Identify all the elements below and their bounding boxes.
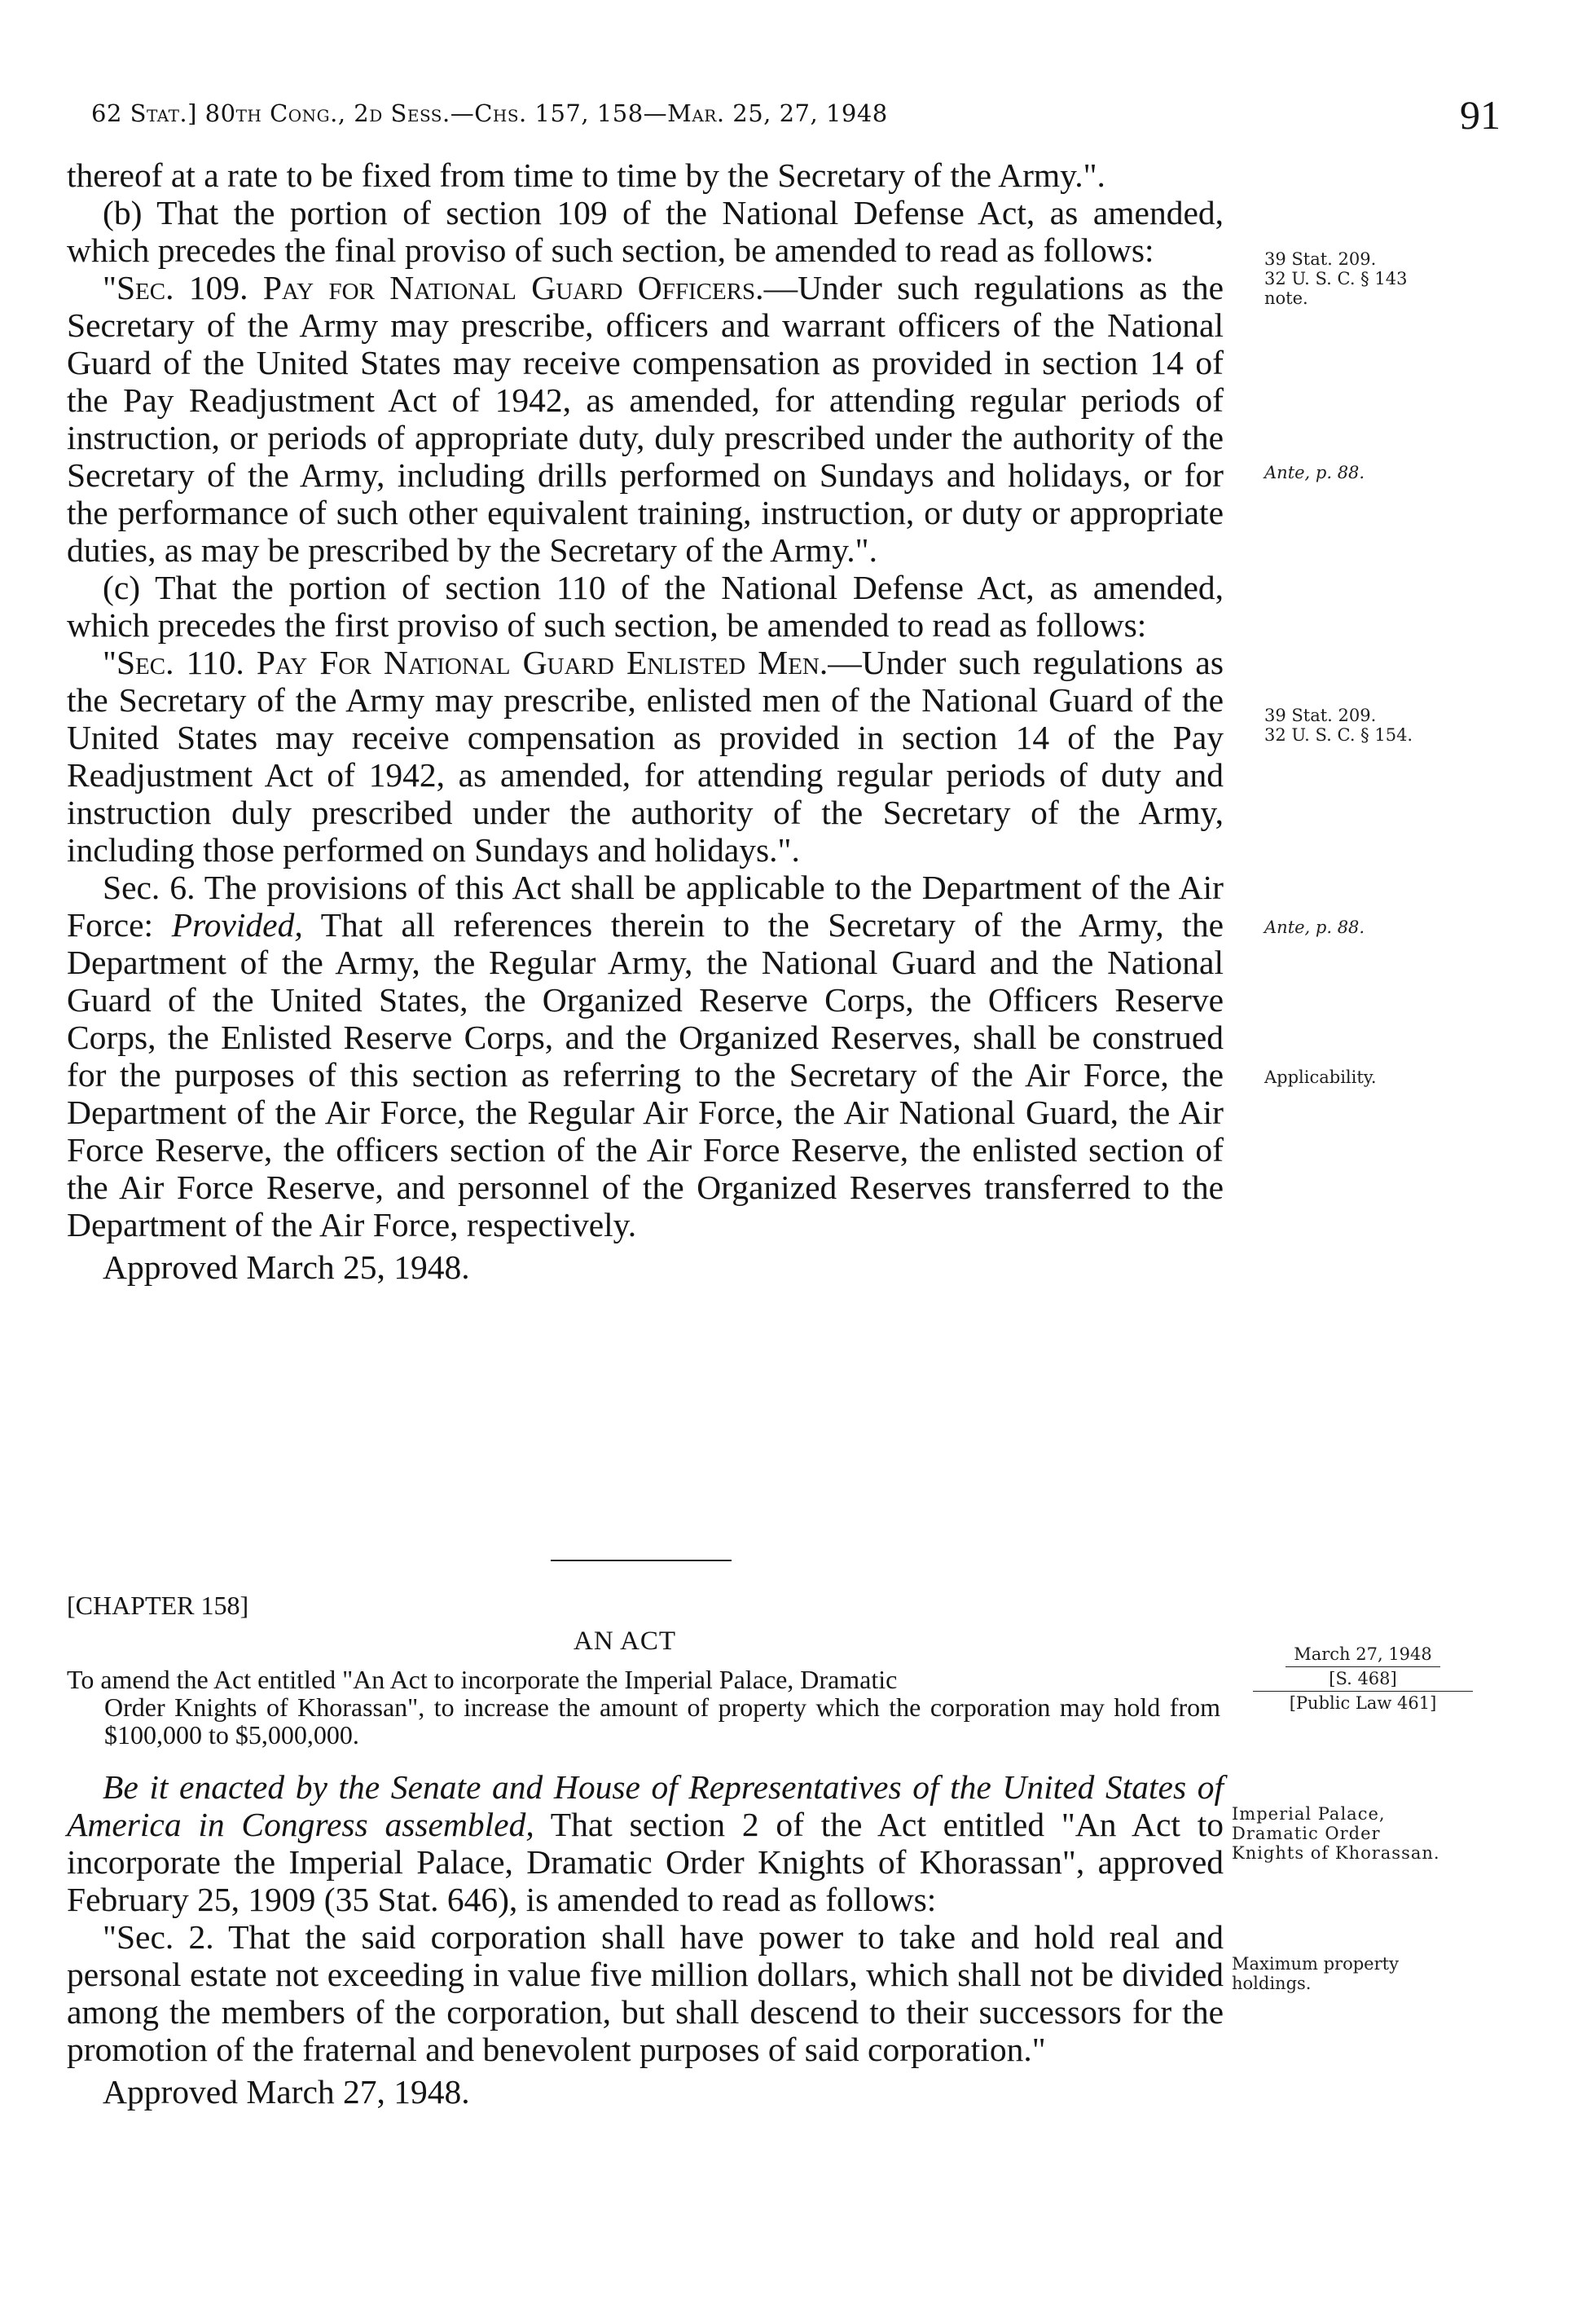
act-title-line-1: To amend the Act entitled "An Act to incorporate the Imperial Palace, Dramatic bbox=[67, 1665, 898, 1694]
sec-6-text-a: Sec. 6. The provisions of this Act shall be applicable to the Department of the Air Force: bbox=[67, 869, 1224, 944]
provided-word: Provided, bbox=[171, 906, 303, 944]
act-title bbox=[67, 1666, 1220, 1749]
sec-109-text: —Under such regulations as the Secretary of the Army may prescribe, officers and warrant officers of the National Guard of the United States may receive compensation as provided in section 14 of the Pay Readjustment Act of 1942, as amended, for attending regular periods of instruction, or periods of appropriate duty, duly prescribed under the authority of the Secretary of the Army, including drills performed on Sundays and holidays, or for the performance of such other equivalent training, instruction, or duty or appropriate duties, as may be prescribed by the Secretary of the Army.". bbox=[67, 269, 1224, 569]
enacting-paragraph bbox=[67, 1768, 1224, 1918]
sec-6-text-b: That all references therein to the Secretary of the Army, the Department of the Army, the Regular Army, the National Guard and the National Guard of the United States, the Organized Reserve Corps, the Officers Reserve Corps, the Enlisted Reserve Corps, and the Organized Reserves, shall be construed for the purposes of this section as referring to the Secretary of the Air Force, the Department of the Air Force, the Regular Air Force, the Air National Guard, the Air Force Reserve, the officers section of the Air Force Reserve, the enlisted section of the Air Force Reserve, and personnel of the Organized Reserves transferred to the Department of the Air Force, respectively. bbox=[67, 906, 1224, 1243]
margin-note-applicability: Applicability. bbox=[1264, 1067, 1377, 1087]
page-header bbox=[91, 91, 1501, 165]
id-rule-short bbox=[1286, 1666, 1440, 1667]
margin-note-ante-2: Ante, p. 88. bbox=[1264, 918, 1365, 937]
sec-109-heading: "Sec. 109. Pay for National Guard Officers. bbox=[103, 269, 764, 306]
paragraph-subsection-c: (c) That the portion of section 110 of the National Defense Act, as amended, which precedes the first proviso of such section, be amended to read as follows: bbox=[67, 569, 1224, 644]
enacting-clause: Be it enacted by the Senate and House of Representatives of the United States of America in Congress assembled, bbox=[67, 1768, 1224, 1843]
an-act-heading: AN ACT bbox=[574, 1626, 677, 1656]
paragraph-sec-110 bbox=[67, 644, 1224, 869]
senate-bill-number: [S. 468] bbox=[1329, 1669, 1397, 1688]
chapter-label: [CHAPTER 158] bbox=[67, 1591, 249, 1620]
approved-date-1: Approved March 25, 1948. bbox=[103, 1248, 470, 1286]
paragraph-sec-6 bbox=[67, 869, 1224, 1243]
margin-note-line: 39 Stat. 209. bbox=[1264, 249, 1377, 269]
paragraph-continuation: thereof at a rate to be fixed from time to time by the Secretary of the Army.". bbox=[67, 156, 1105, 194]
margin-note-line: 39 Stat. 209. bbox=[1264, 706, 1377, 725]
main-text-column bbox=[67, 156, 1224, 1286]
approved-date-2: Approved March 27, 1948. bbox=[103, 2073, 470, 2111]
margin-note-imperial-palace: Imperial Palace, Dramatic Order Knights of Khorassan. bbox=[1232, 1804, 1440, 1863]
id-rule-long bbox=[1253, 1691, 1473, 1692]
margin-note-line: note. bbox=[1264, 288, 1308, 308]
paragraph-sec-2: "Sec. 2. That the said corporation shall have power to take and hold real and personal estate not exceeding in value five million dollars, which shall not be divided among the members of the corporation, but shall descend to their successors for the promotion of the fraternal and benevolent purposes of said corporation." bbox=[67, 1918, 1224, 2068]
sec-110-heading: "Sec. 110. Pay For National Guard Enlisted Men. bbox=[103, 644, 828, 681]
enactment-column bbox=[67, 1768, 1224, 2111]
section-divider-rule bbox=[551, 1560, 732, 1561]
page-number: 91 bbox=[1460, 92, 1501, 138]
margin-note-max-property: Maximum property holdings. bbox=[1232, 1954, 1399, 1993]
running-head: 62 Stat.] 80th Cong., 2d Sess.—Chs. 157, 158—Mar. 25, 27, 1948 bbox=[91, 99, 888, 127]
margin-note-ante-1: Ante, p. 88. bbox=[1264, 463, 1365, 482]
sec-110-text: —Under such regulations as the Secretary of the Army may prescribe, enlisted men of the National Guard of the United States may receive compensation as provided in section 14 of the Pay Readjustment Act of 1942, as amended, for attending regular periods of duty and instruction duly prescribed under the authority of the Secretary of the Army, including those performed on Sundays and holidays.". bbox=[67, 644, 1224, 869]
enactment-date: March 27, 1948 bbox=[1294, 1644, 1432, 1664]
margin-note-line: 32 U. S. C. § 154. bbox=[1264, 725, 1413, 745]
enactment-identifiers bbox=[1245, 1644, 1481, 1714]
enacting-text: That section 2 of the Act entitled "An Act to incorporate the Imperial Palace, Dramatic Order Knights of Khorassan", approved February 25, 1909 (35 Stat. 646), is amended to read as follows: bbox=[67, 1806, 1224, 1918]
act-title-continuation: Order Knights of Khorassan", to increase the amount of property which the corporation may hold from $100,000 to $5,000,000. bbox=[104, 1692, 1220, 1750]
paragraph-sec-109 bbox=[67, 269, 1224, 569]
paragraph-subsection-b: (b) That the portion of section 109 of the National Defense Act, as amended, which precedes the final proviso of such section, be amended to read as follows: bbox=[67, 194, 1224, 269]
margin-note-line: 32 U. S. C. § 143 bbox=[1264, 269, 1408, 288]
public-law-number: [Public Law 461] bbox=[1289, 1693, 1437, 1713]
margin-note-citation-2 bbox=[1264, 706, 1453, 745]
margin-note-citation-1 bbox=[1264, 249, 1453, 308]
